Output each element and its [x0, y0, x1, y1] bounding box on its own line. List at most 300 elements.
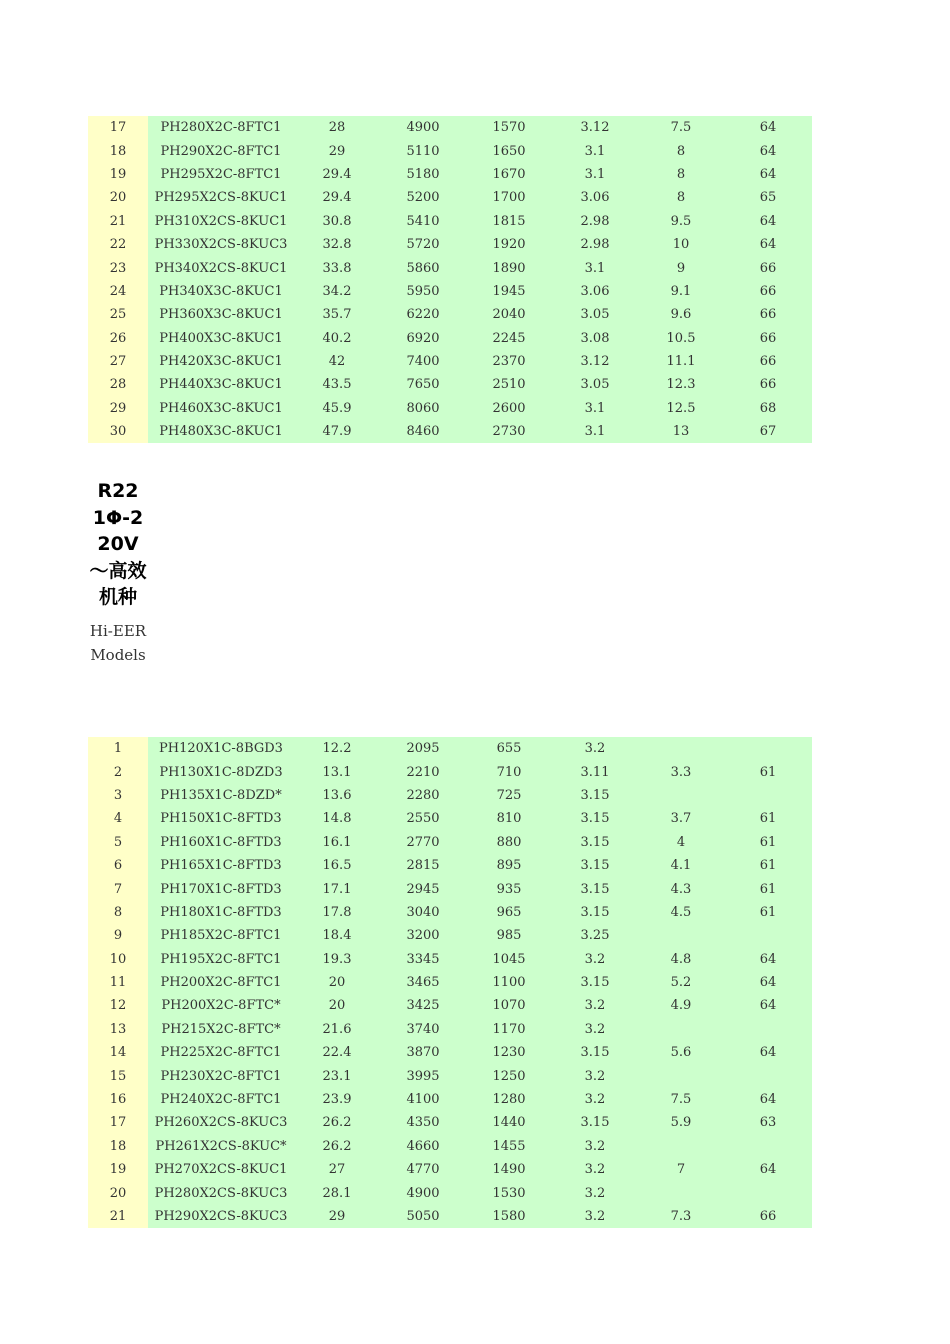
value-cell: 66 — [724, 350, 812, 373]
value-cell: 29.4 — [294, 186, 380, 209]
row-index-cell: 12 — [88, 994, 148, 1017]
value-cell: 5200 — [380, 186, 466, 209]
value-cell: 3.2 — [552, 1018, 638, 1041]
spec-table-hi-eer — [88, 737, 812, 1228]
model-cell: PH195X2C-8FTC1 — [148, 948, 294, 971]
value-cell: 45.9 — [294, 397, 380, 420]
value-cell: 4.5 — [638, 901, 724, 924]
row-index-cell: 4 — [88, 807, 148, 830]
value-cell: 1815 — [466, 210, 552, 233]
row-index-cell: 27 — [88, 350, 148, 373]
value-cell: 3.2 — [552, 1088, 638, 1111]
value-cell: 3.15 — [552, 877, 638, 900]
section-heading-english: Hi-EERModels — [89, 621, 147, 664]
section-heading — [88, 478, 148, 667]
model-cell: PH215X2C-8FTC* — [148, 1018, 294, 1041]
value-cell: 1700 — [466, 186, 552, 209]
model-cell: PH185X2C-8FTC1 — [148, 924, 294, 947]
value-cell: 3.15 — [552, 1111, 638, 1134]
value-cell: 3.15 — [552, 784, 638, 807]
table-row — [88, 1205, 812, 1228]
model-cell: PH225X2C-8FTC1 — [148, 1041, 294, 1064]
value-cell: 2370 — [466, 350, 552, 373]
value-cell: 12.2 — [294, 737, 380, 760]
value-cell: 64 — [724, 948, 812, 971]
value-cell: 1920 — [466, 233, 552, 256]
value-cell: 4.1 — [638, 854, 724, 877]
table-row — [88, 737, 812, 760]
value-cell: 2815 — [380, 854, 466, 877]
value-cell — [724, 737, 812, 760]
row-index-cell: 14 — [88, 1041, 148, 1064]
row-index-cell: 20 — [88, 186, 148, 209]
value-cell — [638, 784, 724, 807]
value-cell: 2245 — [466, 327, 552, 350]
value-cell: 5.9 — [638, 1111, 724, 1134]
value-cell: 1070 — [466, 994, 552, 1017]
table-row — [88, 186, 812, 209]
value-cell: 3200 — [380, 924, 466, 947]
row-index-cell: 10 — [88, 948, 148, 971]
value-cell: 1670 — [466, 163, 552, 186]
table-row — [88, 854, 812, 877]
value-cell: 3.1 — [552, 163, 638, 186]
value-cell: 17.1 — [294, 877, 380, 900]
model-cell: PH270X2CS-8KUC1 — [148, 1158, 294, 1181]
value-cell: 4 — [638, 831, 724, 854]
value-cell: 61 — [724, 831, 812, 854]
value-cell: 4350 — [380, 1111, 466, 1134]
model-cell: PH295X2C-8FTC1 — [148, 163, 294, 186]
value-cell: 4100 — [380, 1088, 466, 1111]
value-cell: 64 — [724, 1158, 812, 1181]
value-cell: 17.8 — [294, 901, 380, 924]
table-row — [88, 1041, 812, 1064]
value-cell: 61 — [724, 760, 812, 783]
value-cell: 61 — [724, 901, 812, 924]
model-cell: PH240X2C-8FTC1 — [148, 1088, 294, 1111]
value-cell: 3.15 — [552, 807, 638, 830]
table-row — [88, 784, 812, 807]
value-cell: 66 — [724, 280, 812, 303]
row-index-cell: 22 — [88, 233, 148, 256]
table-row — [88, 116, 812, 139]
value-cell: 2210 — [380, 760, 466, 783]
value-cell: 26.2 — [294, 1135, 380, 1158]
value-cell — [724, 784, 812, 807]
table-row — [88, 1088, 812, 1111]
value-cell: 5410 — [380, 210, 466, 233]
model-cell: PH170X1C-8FTD3 — [148, 877, 294, 900]
value-cell: 68 — [724, 397, 812, 420]
value-cell: 7.5 — [638, 1088, 724, 1111]
table-row — [88, 1018, 812, 1041]
value-cell: 1890 — [466, 256, 552, 279]
value-cell: 1530 — [466, 1181, 552, 1204]
value-cell: 7400 — [380, 350, 466, 373]
model-cell: PH440X3C-8KUC1 — [148, 373, 294, 396]
table-row — [88, 1135, 812, 1158]
value-cell: 2770 — [380, 831, 466, 854]
model-cell: PH330X2CS-8KUC3 — [148, 233, 294, 256]
row-index-cell: 1 — [88, 737, 148, 760]
value-cell: 965 — [466, 901, 552, 924]
value-cell: 14.8 — [294, 807, 380, 830]
value-cell: 29 — [294, 1205, 380, 1228]
value-cell: 23.9 — [294, 1088, 380, 1111]
row-index-cell: 23 — [88, 256, 148, 279]
model-cell: PH340X3C-8KUC1 — [148, 280, 294, 303]
value-cell: 4900 — [380, 116, 466, 139]
value-cell: 895 — [466, 854, 552, 877]
value-cell: 66 — [724, 327, 812, 350]
value-cell: 1580 — [466, 1205, 552, 1228]
value-cell: 9.6 — [638, 303, 724, 326]
value-cell: 9.1 — [638, 280, 724, 303]
row-index-cell: 3 — [88, 784, 148, 807]
table-row — [88, 303, 812, 326]
value-cell: 66 — [724, 303, 812, 326]
table-row — [88, 327, 812, 350]
row-index-cell: 7 — [88, 877, 148, 900]
value-cell: 3.06 — [552, 186, 638, 209]
table-row — [88, 924, 812, 947]
value-cell: 65 — [724, 186, 812, 209]
value-cell: 3.15 — [552, 854, 638, 877]
value-cell: 35.7 — [294, 303, 380, 326]
row-index-cell: 19 — [88, 163, 148, 186]
model-cell: PH160X1C-8FTD3 — [148, 831, 294, 854]
value-cell: 3.2 — [552, 994, 638, 1017]
value-cell: 3.2 — [552, 737, 638, 760]
table-row — [88, 420, 812, 443]
value-cell: 2945 — [380, 877, 466, 900]
model-cell: PH310X2CS-8KUC1 — [148, 210, 294, 233]
value-cell: 64 — [724, 116, 812, 139]
value-cell: 1280 — [466, 1088, 552, 1111]
value-cell: 3.05 — [552, 373, 638, 396]
value-cell: 21.6 — [294, 1018, 380, 1041]
value-cell: 32.8 — [294, 233, 380, 256]
value-cell — [638, 1181, 724, 1204]
value-cell: 47.9 — [294, 420, 380, 443]
table-row — [88, 373, 812, 396]
model-cell: PH130X1C-8DZD3 — [148, 760, 294, 783]
value-cell — [724, 1018, 812, 1041]
value-cell: 64 — [724, 210, 812, 233]
spec-table-continued — [88, 116, 812, 443]
value-cell: 3.15 — [552, 831, 638, 854]
row-index-cell: 20 — [88, 1181, 148, 1204]
value-cell: 64 — [724, 139, 812, 162]
table-row — [88, 139, 812, 162]
value-cell: 3.1 — [552, 139, 638, 162]
value-cell: 40.2 — [294, 327, 380, 350]
row-index-cell: 8 — [88, 901, 148, 924]
row-index-cell: 2 — [88, 760, 148, 783]
value-cell: 3.11 — [552, 760, 638, 783]
value-cell: 710 — [466, 760, 552, 783]
model-cell: PH180X1C-8FTD3 — [148, 901, 294, 924]
value-cell: 5.6 — [638, 1041, 724, 1064]
value-cell: 1440 — [466, 1111, 552, 1134]
value-cell: 1045 — [466, 948, 552, 971]
value-cell: 66 — [724, 1205, 812, 1228]
value-cell: 3.15 — [552, 1041, 638, 1064]
value-cell: 3.3 — [638, 760, 724, 783]
value-cell: 9 — [638, 256, 724, 279]
row-index-cell: 6 — [88, 854, 148, 877]
value-cell: 3.08 — [552, 327, 638, 350]
row-index-cell: 21 — [88, 1205, 148, 1228]
value-cell: 3.2 — [552, 948, 638, 971]
model-cell: PH280X2CS-8KUC3 — [148, 1181, 294, 1204]
value-cell: 5180 — [380, 163, 466, 186]
value-cell: 5.2 — [638, 971, 724, 994]
table-row — [88, 807, 812, 830]
value-cell — [638, 1018, 724, 1041]
table-row — [88, 280, 812, 303]
row-index-cell: 17 — [88, 116, 148, 139]
value-cell: 3.1 — [552, 256, 638, 279]
value-cell: 29 — [294, 139, 380, 162]
row-index-cell: 9 — [88, 924, 148, 947]
table-row — [88, 233, 812, 256]
value-cell: 880 — [466, 831, 552, 854]
row-index-cell: 19 — [88, 1158, 148, 1181]
value-cell: 3.7 — [638, 807, 724, 830]
value-cell — [638, 737, 724, 760]
value-cell: 810 — [466, 807, 552, 830]
value-cell: 16.1 — [294, 831, 380, 854]
value-cell: 8060 — [380, 397, 466, 420]
row-index-cell: 28 — [88, 373, 148, 396]
value-cell: 9.5 — [638, 210, 724, 233]
value-cell: 6220 — [380, 303, 466, 326]
value-cell — [724, 1135, 812, 1158]
table-row — [88, 163, 812, 186]
value-cell: 5110 — [380, 139, 466, 162]
value-cell: 19.3 — [294, 948, 380, 971]
model-cell: PH200X2C-8FTC1 — [148, 971, 294, 994]
row-index-cell: 17 — [88, 1111, 148, 1134]
value-cell: 3040 — [380, 901, 466, 924]
model-cell: PH150X1C-8FTD3 — [148, 807, 294, 830]
model-cell: PH480X3C-8KUC1 — [148, 420, 294, 443]
value-cell: 3740 — [380, 1018, 466, 1041]
value-cell: 1100 — [466, 971, 552, 994]
row-index-cell: 18 — [88, 139, 148, 162]
row-index-cell: 13 — [88, 1018, 148, 1041]
value-cell: 4.3 — [638, 877, 724, 900]
value-cell: 16.5 — [294, 854, 380, 877]
value-cell: 27 — [294, 1158, 380, 1181]
row-index-cell: 11 — [88, 971, 148, 994]
value-cell: 3.25 — [552, 924, 638, 947]
value-cell: 22.4 — [294, 1041, 380, 1064]
value-cell: 1650 — [466, 139, 552, 162]
value-cell: 1250 — [466, 1064, 552, 1087]
value-cell: 2600 — [466, 397, 552, 420]
value-cell: 2730 — [466, 420, 552, 443]
value-cell: 10.5 — [638, 327, 724, 350]
value-cell — [724, 1064, 812, 1087]
spec-table-continued-body — [88, 116, 812, 443]
row-index-cell: 5 — [88, 831, 148, 854]
row-index-cell: 26 — [88, 327, 148, 350]
table-row — [88, 350, 812, 373]
value-cell: 13 — [638, 420, 724, 443]
value-cell: 3870 — [380, 1041, 466, 1064]
table-row — [88, 831, 812, 854]
value-cell: 64 — [724, 1088, 812, 1111]
value-cell: 61 — [724, 854, 812, 877]
model-cell: PH200X2C-8FTC* — [148, 994, 294, 1017]
value-cell: 64 — [724, 971, 812, 994]
value-cell: 30.8 — [294, 210, 380, 233]
model-cell: PH360X3C-8KUC1 — [148, 303, 294, 326]
value-cell — [638, 1064, 724, 1087]
value-cell: 23.1 — [294, 1064, 380, 1087]
table-row — [88, 760, 812, 783]
value-cell: 5720 — [380, 233, 466, 256]
table-row — [88, 1064, 812, 1087]
section-heading-chinese: R22 1Φ-220V～高效机种 — [89, 480, 147, 608]
value-cell: 985 — [466, 924, 552, 947]
value-cell: 3.2 — [552, 1064, 638, 1087]
value-cell: 26.2 — [294, 1111, 380, 1134]
table-row — [88, 901, 812, 924]
value-cell: 8 — [638, 163, 724, 186]
model-cell: PH280X2C-8FTC1 — [148, 116, 294, 139]
value-cell: 3425 — [380, 994, 466, 1017]
value-cell: 4660 — [380, 1135, 466, 1158]
value-cell: 64 — [724, 994, 812, 1017]
model-cell: PH340X2CS-8KUC1 — [148, 256, 294, 279]
row-index-cell: 24 — [88, 280, 148, 303]
value-cell: 64 — [724, 233, 812, 256]
spec-table-hi-eer-body — [88, 737, 812, 1228]
row-index-cell: 15 — [88, 1064, 148, 1087]
value-cell: 61 — [724, 807, 812, 830]
value-cell: 3.05 — [552, 303, 638, 326]
value-cell: 42 — [294, 350, 380, 373]
row-index-cell: 16 — [88, 1088, 148, 1111]
value-cell: 3.15 — [552, 901, 638, 924]
value-cell: 20 — [294, 971, 380, 994]
value-cell: 3.2 — [552, 1158, 638, 1181]
value-cell: 11.1 — [638, 350, 724, 373]
value-cell: 66 — [724, 256, 812, 279]
table-row — [88, 948, 812, 971]
value-cell: 67 — [724, 420, 812, 443]
value-cell: 2510 — [466, 373, 552, 396]
value-cell: 3.15 — [552, 971, 638, 994]
value-cell: 13.6 — [294, 784, 380, 807]
value-cell: 3.2 — [552, 1205, 638, 1228]
model-cell: PH290X2CS-8KUC3 — [148, 1205, 294, 1228]
model-cell: PH460X3C-8KUC1 — [148, 397, 294, 420]
model-cell: PH135X1C-8DZD* — [148, 784, 294, 807]
value-cell: 20 — [294, 994, 380, 1017]
table-row — [88, 971, 812, 994]
value-cell: 61 — [724, 877, 812, 900]
value-cell: 1570 — [466, 116, 552, 139]
model-cell: PH400X3C-8KUC1 — [148, 327, 294, 350]
value-cell: 1455 — [466, 1135, 552, 1158]
value-cell: 3.2 — [552, 1181, 638, 1204]
value-cell: 1490 — [466, 1158, 552, 1181]
value-cell: 18.4 — [294, 924, 380, 947]
value-cell: 8 — [638, 139, 724, 162]
value-cell: 28 — [294, 116, 380, 139]
table-row — [88, 397, 812, 420]
value-cell: 8460 — [380, 420, 466, 443]
value-cell: 655 — [466, 737, 552, 760]
value-cell: 4.9 — [638, 994, 724, 1017]
value-cell: 6920 — [380, 327, 466, 350]
value-cell: 3465 — [380, 971, 466, 994]
row-index-cell: 25 — [88, 303, 148, 326]
table-row — [88, 877, 812, 900]
value-cell: 2.98 — [552, 233, 638, 256]
value-cell: 5050 — [380, 1205, 466, 1228]
value-cell: 7.3 — [638, 1205, 724, 1228]
value-cell: 3.1 — [552, 397, 638, 420]
value-cell — [638, 1135, 724, 1158]
value-cell: 3.06 — [552, 280, 638, 303]
row-index-cell: 30 — [88, 420, 148, 443]
value-cell: 2040 — [466, 303, 552, 326]
table-row — [88, 210, 812, 233]
value-cell: 7650 — [380, 373, 466, 396]
value-cell: 63 — [724, 1111, 812, 1134]
value-cell: 2550 — [380, 807, 466, 830]
value-cell: 1230 — [466, 1041, 552, 1064]
value-cell — [724, 1181, 812, 1204]
model-cell: PH230X2C-8FTC1 — [148, 1064, 294, 1087]
value-cell: 4.8 — [638, 948, 724, 971]
model-cell: PH290X2C-8FTC1 — [148, 139, 294, 162]
table-row — [88, 1158, 812, 1181]
value-cell: 1170 — [466, 1018, 552, 1041]
row-index-cell: 21 — [88, 210, 148, 233]
value-cell: 1945 — [466, 280, 552, 303]
value-cell — [724, 924, 812, 947]
value-cell: 64 — [724, 1041, 812, 1064]
row-index-cell: 18 — [88, 1135, 148, 1158]
value-cell: 7.5 — [638, 116, 724, 139]
value-cell: 64 — [724, 163, 812, 186]
value-cell — [638, 924, 724, 947]
value-cell: 8 — [638, 186, 724, 209]
value-cell: 5860 — [380, 256, 466, 279]
value-cell: 12.5 — [638, 397, 724, 420]
value-cell: 4900 — [380, 1181, 466, 1204]
model-cell: PH261X2CS-8KUC* — [148, 1135, 294, 1158]
value-cell: 43.5 — [294, 373, 380, 396]
value-cell: 3995 — [380, 1064, 466, 1087]
table-row — [88, 994, 812, 1017]
value-cell: 5950 — [380, 280, 466, 303]
value-cell: 7 — [638, 1158, 724, 1181]
value-cell: 2.98 — [552, 210, 638, 233]
value-cell: 10 — [638, 233, 724, 256]
model-cell: PH295X2CS-8KUC1 — [148, 186, 294, 209]
table-row — [88, 256, 812, 279]
value-cell: 2280 — [380, 784, 466, 807]
value-cell: 725 — [466, 784, 552, 807]
